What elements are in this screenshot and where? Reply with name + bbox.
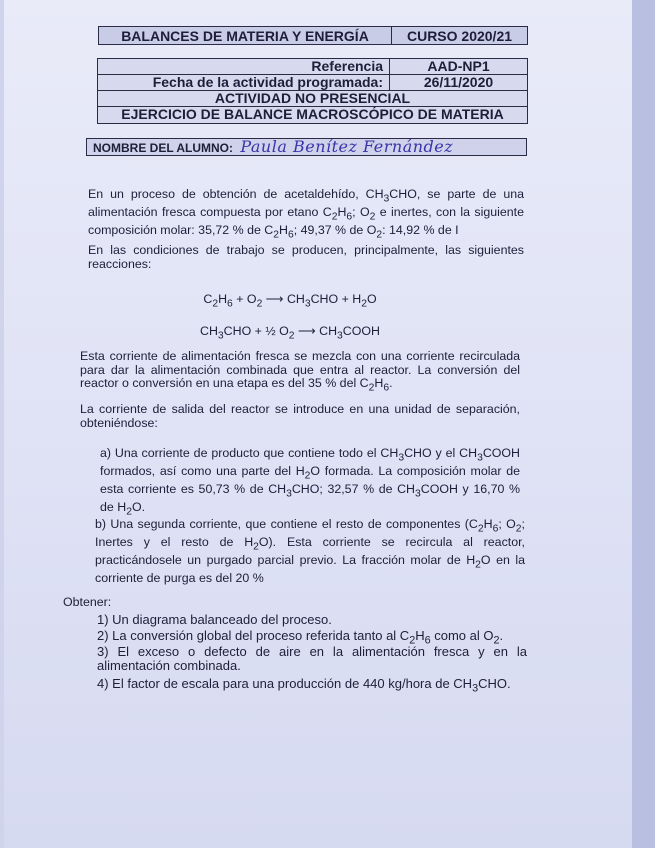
page-edge <box>632 0 655 848</box>
student-name-handwritten: Paula Benítez Fernández <box>240 137 454 156</box>
course-header <box>98 26 528 45</box>
student-name-box <box>86 138 527 156</box>
student-name-label: NOMBRE DEL ALUMNO: <box>93 141 233 155</box>
paragraph-recycle: Esta corriente de alimentación fresca se mezcla con una corriente recirculada para dar la alimentación combinada que entra al reactor. La conversión del reactor o conversión en una etapa es del 35 % del $C_2H_6$. <box>80 349 520 394</box>
obtain-label: Obtener: <box>63 595 112 609</box>
question-3: 3) El exceso o defecto de aire en la alimentación fresca y en la alimentación combinada. <box>97 644 527 673</box>
date-row <box>98 75 527 91</box>
reaction-1: $C_2H_6 + O_2$ ⟶ $CH_3CHO + H_2O$ <box>203 292 377 310</box>
reaction-2: $CH_3CHO$ + ½ $O_2$ ⟶ $CH_3COOH$ <box>200 324 380 342</box>
course-year: CURSO 2020/21 <box>406 27 513 44</box>
reference-box <box>97 58 528 124</box>
paragraph-feed: En un proceso de obtención de acetaldehído, $CH_3CHO$, se parte de una alimentación fresca compuesta por etano $C_2H_6$; $O_2$ e inertes, con la siguiente composición molar: 35,72 % de $C_2H_6$; 49,37 % de $O_2$: 14,92 % de I <box>88 187 525 241</box>
date-value: 26/11/2020 <box>423 74 494 90</box>
reference-value: AAD-NP1 <box>427 58 490 74</box>
question-4: 4) El factor de escala para una producción de 440 kg/hora de $CH_3CHO$. <box>97 676 511 695</box>
activity-type: ACTIVIDAD NO PRESENCIAL <box>98 91 527 107</box>
item-b: b) Una segunda corriente, que contiene el resto de componentes ($C_2H_6$; $O_2$; Inertes y el resto de $H_2O$). Esta corriente se recircula al reactor, practicándosele un purgado parcial previo. La fracción molar de $H_2O$ en la corriente de purga es del 20 % <box>95 517 525 585</box>
question-1: 1) Un diagrama balanceado del proceso. <box>97 612 332 627</box>
exercise-title: EJERCICIO DE BALANCE MACROSCÓPICO DE MATERIA <box>121 106 504 122</box>
reference-label: Referencia <box>98 59 390 74</box>
reference-row <box>98 59 527 75</box>
paragraph-separation: La corriente de salida del reactor se introduce en una unidad de separación, obteniéndose: <box>80 402 520 430</box>
question-2: 2) La conversión global del proceso referida tanto al $C_2H_6$ como al $O_2$. <box>97 628 504 647</box>
date-label: Fecha de la actividad programada: <box>98 75 390 90</box>
item-a: a) Una corriente de producto que contiene todo el $CH_3CHO$ y el $CH_3COOH$ formados, así como una parte del $H_2O$ formada. La composición molar de esta corriente es 50,73 % de $CH_3CHO$; 32,57 % de $CH_3COOH$ y 16,70 % de $H_2O$. <box>100 446 520 518</box>
paragraph-conditions: En las condiciones de trabajo se producen, principalmente, las siguientes reacciones: <box>88 243 524 271</box>
course-title: BALANCES DE MATERIA Y ENERGÍA <box>99 27 392 44</box>
